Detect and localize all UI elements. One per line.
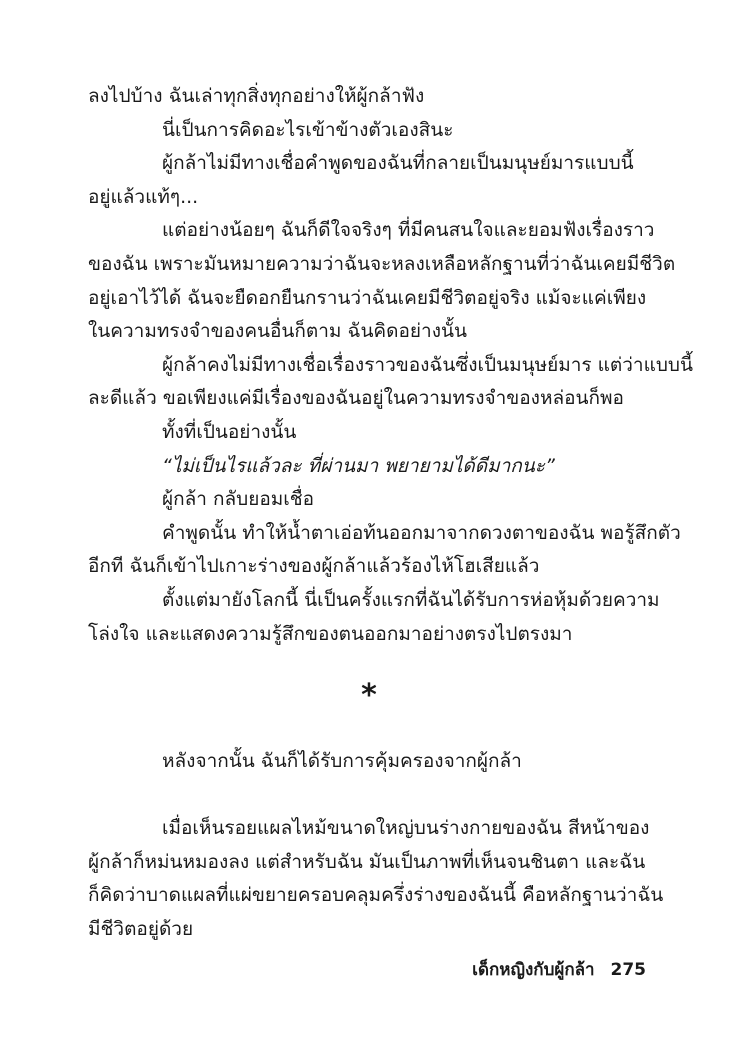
book-title: เด็กหญิงกับผู้กล้า — [472, 960, 595, 980]
text-line: อยู่เอาไว้ได้ ฉันจะยืดอกยืนกรานว่าฉันเคยมีชีวิตอยู่จริง แม้จะแค่เพียง — [88, 286, 647, 309]
text-line: หลังจากนั้น ฉันก็ได้รับการคุ้มครองจากผู้กล้า — [162, 750, 522, 772]
text-line: เมื่อเห็นรอยแผลไหม้ขนาดใหญ่บนร่างกายของฉัน สีหน้าของ — [162, 817, 650, 839]
section-separator: * — [361, 678, 377, 713]
text-line: คำพูดนั้น ทำให้น้ำตาเอ่อท้นออกมาจากดวงตาของฉัน พอรู้สึกตัว — [162, 521, 681, 544]
text-line: ผู้กล้าไม่มีทางเชื่อคำพูดของฉันที่กลายเป็นมนุษย์มารแบบนี้ — [162, 152, 634, 175]
after-separator-block — [88, 745, 652, 779]
text-line: ผู้กล้าคงไม่มีทางเชื่อเรื่องราวของฉันซึ่งเป็นมนุษย์มาร แต่ว่าแบบนี้ — [162, 353, 693, 376]
text-line: ตั้งแต่มายังโลกนี้ นี่เป็นครั้งแรกที่ฉันได้รับการห่อหุ้มด้วยความ — [162, 588, 660, 611]
text-line: อยู่แล้วแท้ๆ... — [88, 185, 199, 208]
text-line: ในความทรงจำของคนอื่นก็ตาม ฉันคิดอย่างนั้น — [88, 320, 467, 343]
main-text-block — [88, 80, 693, 651]
text-line: นี่เป็นการคิดอะไรเข้าข้างตัวเองสินะ — [162, 118, 454, 141]
text-line: อีกที ฉันก็เข้าไปเกาะร่างของผู้กล้าแล้วร้องไห้โฮเสียแล้ว — [88, 555, 540, 578]
text-line: ผู้กล้าก็หม่นหมองลง แต่สำหรับฉัน มันเป็นภาพที่เห็นจนชินตา และฉัน — [88, 850, 646, 873]
text-line: ผู้กล้า กลับยอมเชื่อ — [162, 488, 315, 511]
text-line: ก็คิดว่าบาดแผลที่แผ่ขยายครอบคลุมครึ่งร่างของฉันนี้ คือหลักฐานว่าฉัน — [88, 884, 664, 907]
quote-line: “ไม่เป็นไรแล้วละ ที่ผ่านมา พยายามได้ดีมากนะ” — [162, 454, 555, 477]
text-line: มีชีวิตอยู่ด้วย — [88, 917, 194, 940]
page-number: 275 — [610, 960, 646, 980]
page-footer — [472, 958, 646, 982]
text-line: ลงไปบ้าง ฉันเล่าทุกสิ่งทุกอย่างให้ผู้กล้าฟัง — [88, 85, 425, 107]
text-line: ของฉัน เพราะมันหมายความว่าฉันจะหลงเหลือหลักฐานที่ว่าฉันเคยมีชีวิต — [88, 252, 676, 275]
text-line: ละดีแล้ว ขอเพียงแค่มีเรื่องของฉันอยู่ในความทรงจำของหล่อนก็พอ — [88, 387, 624, 410]
text-line: โล่งใจ และแสดงความรู้สึกของตนออกมาอย่างตรงไปตรงมา — [88, 622, 573, 645]
text-line: ทั้งที่เป็นอย่างนั้น — [162, 420, 297, 443]
final-paragraph — [88, 812, 664, 946]
text-line: แต่อย่างน้อยๆ ฉันก็ดีใจจริงๆ ที่มีคนสนใจและยอมฟังเรื่องราว — [162, 219, 655, 242]
